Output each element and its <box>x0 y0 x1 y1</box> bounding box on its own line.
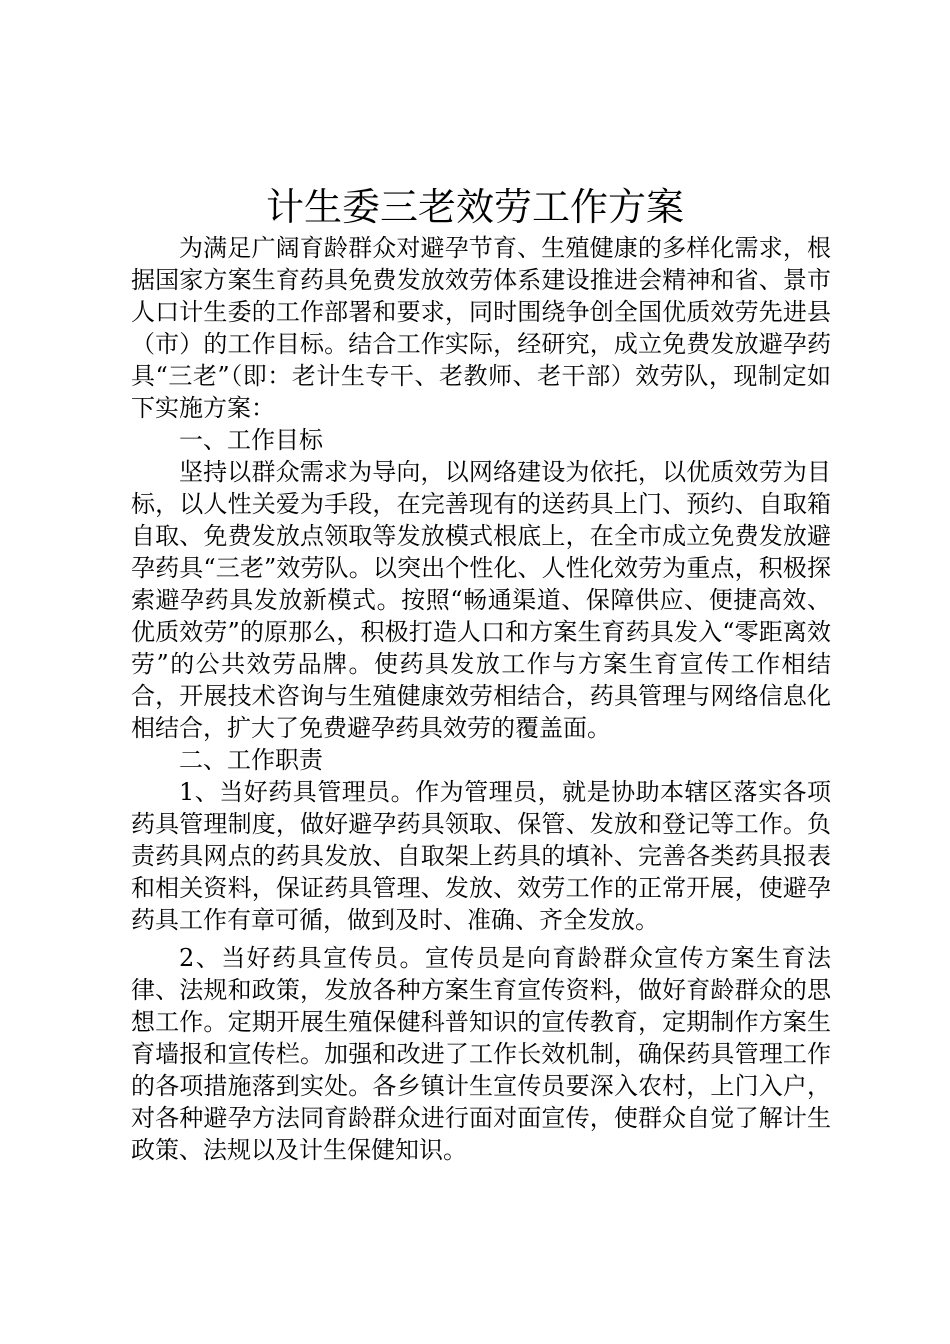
document-title: 计生委三老效劳工作方案 <box>265 185 684 229</box>
document-body <box>131 232 831 1166</box>
section-heading-duties: 二、工作职责 <box>179 746 323 774</box>
duty-item-manager: 1、当好药具管理员。作为管理员，就是协助本辖区落实各项药具管理制度，做好避孕药具领取、保管、发放和登记等工作。负责药具网点的药具发放、自取架上药具的填补、完善各类药具报表和相关资料，保证药具管理、发放、效劳工作的正常开展，使避孕药具工作有章可循，做到及时、准确、齐全发放。 <box>131 778 831 934</box>
section-heading-goals: 一、工作目标 <box>179 426 323 454</box>
intro-paragraph: 为满足广阔育龄群众对避孕节育、生殖健康的多样化需求，根据国家方案生育药具免费发放效劳体系建设推进会精神和省、景市人口计生委的工作部署和要求，同时围绕争创全国优质效劳先进县（市）的工作目标。结合工作实际，经研究，成立免费发放避孕药具“三老”（即：老计生专干、老教师、老干部）效劳队，现制定如下实施方案： <box>131 234 831 422</box>
duty-item-publicity: 2、当好药具宣传员。宣传员是向育龄群众宣传方案生育法律、法规和政策，发放各种方案生育宣传资料，做好育龄群众的思想工作。定期开展生殖保健科普知识的宣传教育，定期制作方案生育墙报和宣传栏。加强和改进了工作长效机制，确保药具管理工作的各项措施落到实处。各乡镇计生宣传员要深入农村，上门入户，对各种避孕方法同育龄群众进行面对面宣传，使群众自觉了解计生政策、法规以及计生保健知识。 <box>131 944 831 1164</box>
goals-paragraph: 坚持以群众需求为导向，以网络建设为依托，以优质效劳为目标，以人性关爱为手段，在完善现有的送药具上门、预约、自取箱自取、免费发放点领取等发放模式根底上，在全市成立免费发放避孕药具“三老”效劳队。以突出个性化、人性化效劳为重点，积极探索避孕药具发放新模式。按照“畅通渠道、保障供应、便捷高效、优质效劳”的原那么，积极打造人口和方案生育药具发入“零距离效劳”的公共效劳品牌。使药具发放工作与方案生育宣传工作相结合，开展技术咨询与生殖健康效劳相结合，药具管理与网络信息化相结合，扩大了免费避孕药具效劳的覆盖面。 <box>131 458 831 742</box>
